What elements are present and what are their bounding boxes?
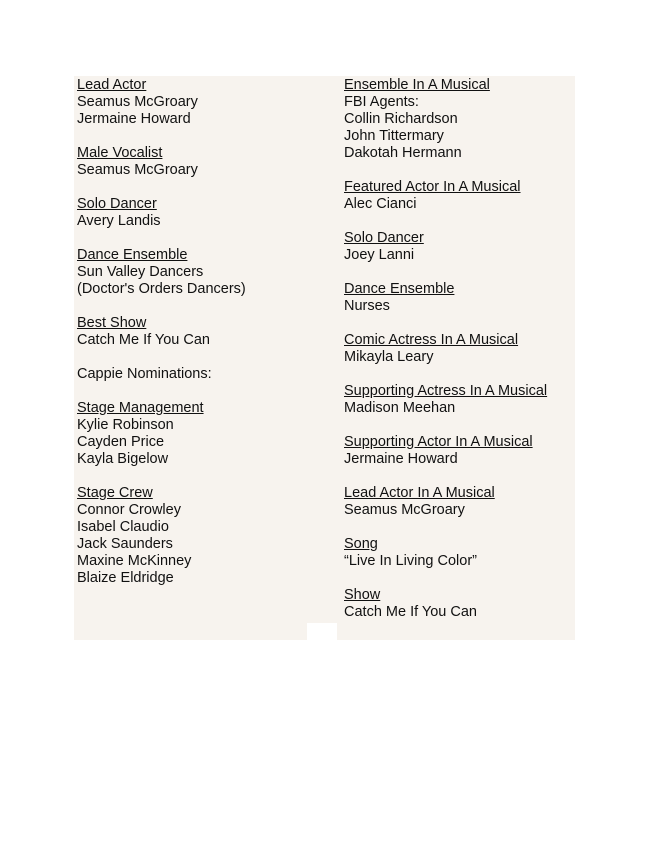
award-entry: Jack Saunders <box>77 536 173 552</box>
award-category-heading: Comic Actress In A Musical <box>344 332 519 348</box>
award-entry: Isabel Claudio <box>77 519 169 535</box>
left-award-column <box>77 77 305 604</box>
award-category-heading: Ensemble In A Musical <box>344 77 490 93</box>
award-entry: Jermaine Howard <box>77 111 191 127</box>
award-entry: Seamus McGroary <box>77 162 198 178</box>
award-section <box>344 587 574 621</box>
award-section <box>77 485 305 587</box>
award-category-heading: Lead Actor <box>77 77 147 93</box>
award-section <box>77 315 305 349</box>
award-section <box>344 383 574 417</box>
award-category-heading: Solo Dancer <box>77 196 157 212</box>
award-entry: Dakotah Hermann <box>344 145 462 161</box>
award-category-heading: Male Vocalist <box>77 145 163 161</box>
award-category-heading: Supporting Actress In A Musical <box>344 383 548 399</box>
award-entry: Madison Meehan <box>344 400 456 416</box>
award-category-heading: Solo Dancer <box>344 230 424 246</box>
award-category-heading: Dance Ensemble <box>344 281 455 297</box>
award-entry: Catch Me If You Can <box>77 332 210 348</box>
award-entry: Blaize Eldridge <box>77 570 174 586</box>
award-entry: Avery Landis <box>77 213 161 229</box>
award-entry: FBI Agents: <box>344 94 419 110</box>
award-section <box>344 536 574 570</box>
award-entry: Jermaine Howard <box>344 451 458 467</box>
award-section <box>344 230 574 264</box>
award-section <box>344 179 574 213</box>
award-category-heading: Dance Ensemble <box>77 247 188 263</box>
award-category-heading: Best Show <box>77 315 147 331</box>
award-entry: Cappie Nominations: <box>77 366 212 382</box>
award-entry: (Doctor's Orders Dancers) <box>77 281 246 297</box>
award-section <box>77 247 305 298</box>
award-section <box>77 366 305 383</box>
award-entry: Alec Cianci <box>344 196 417 212</box>
award-section <box>344 485 574 519</box>
award-section <box>77 77 305 128</box>
award-entry: Kayla Bigelow <box>77 451 169 467</box>
award-entry: Connor Crowley <box>77 502 181 518</box>
award-entry: Seamus McGroary <box>344 502 465 518</box>
award-entry: Sun Valley Dancers <box>77 264 204 280</box>
award-entry: Joey Lanni <box>344 247 415 263</box>
award-category-heading: Show <box>344 587 381 603</box>
award-entry: Seamus McGroary <box>77 94 198 110</box>
award-entry: Catch Me If You Can <box>344 604 477 620</box>
award-category-heading: Lead Actor In A Musical <box>344 485 495 501</box>
award-entry: Nurses <box>344 298 390 314</box>
award-category-heading: Stage Crew <box>77 485 153 501</box>
award-section <box>344 281 574 315</box>
award-entry: John Tittermary <box>344 128 444 144</box>
award-category-heading: Supporting Actor In A Musical <box>344 434 533 450</box>
award-section <box>77 196 305 230</box>
award-category-heading: Featured Actor In A Musical <box>344 179 521 195</box>
award-section <box>344 332 574 366</box>
award-entry: Kylie Robinson <box>77 417 174 433</box>
award-section <box>77 145 305 179</box>
award-entry: “Live In Living Color” <box>344 553 477 569</box>
award-entry: Mikayla Leary <box>344 349 434 365</box>
award-entry: Cayden Price <box>77 434 165 450</box>
award-section <box>344 434 574 468</box>
award-entry: Maxine McKinney <box>77 553 192 569</box>
right-award-column <box>344 77 574 638</box>
award-category-heading: Stage Management <box>77 400 204 416</box>
award-section <box>77 400 305 468</box>
award-section <box>344 77 574 162</box>
award-category-heading: Song <box>344 536 378 552</box>
award-entry: Collin Richardson <box>344 111 458 127</box>
